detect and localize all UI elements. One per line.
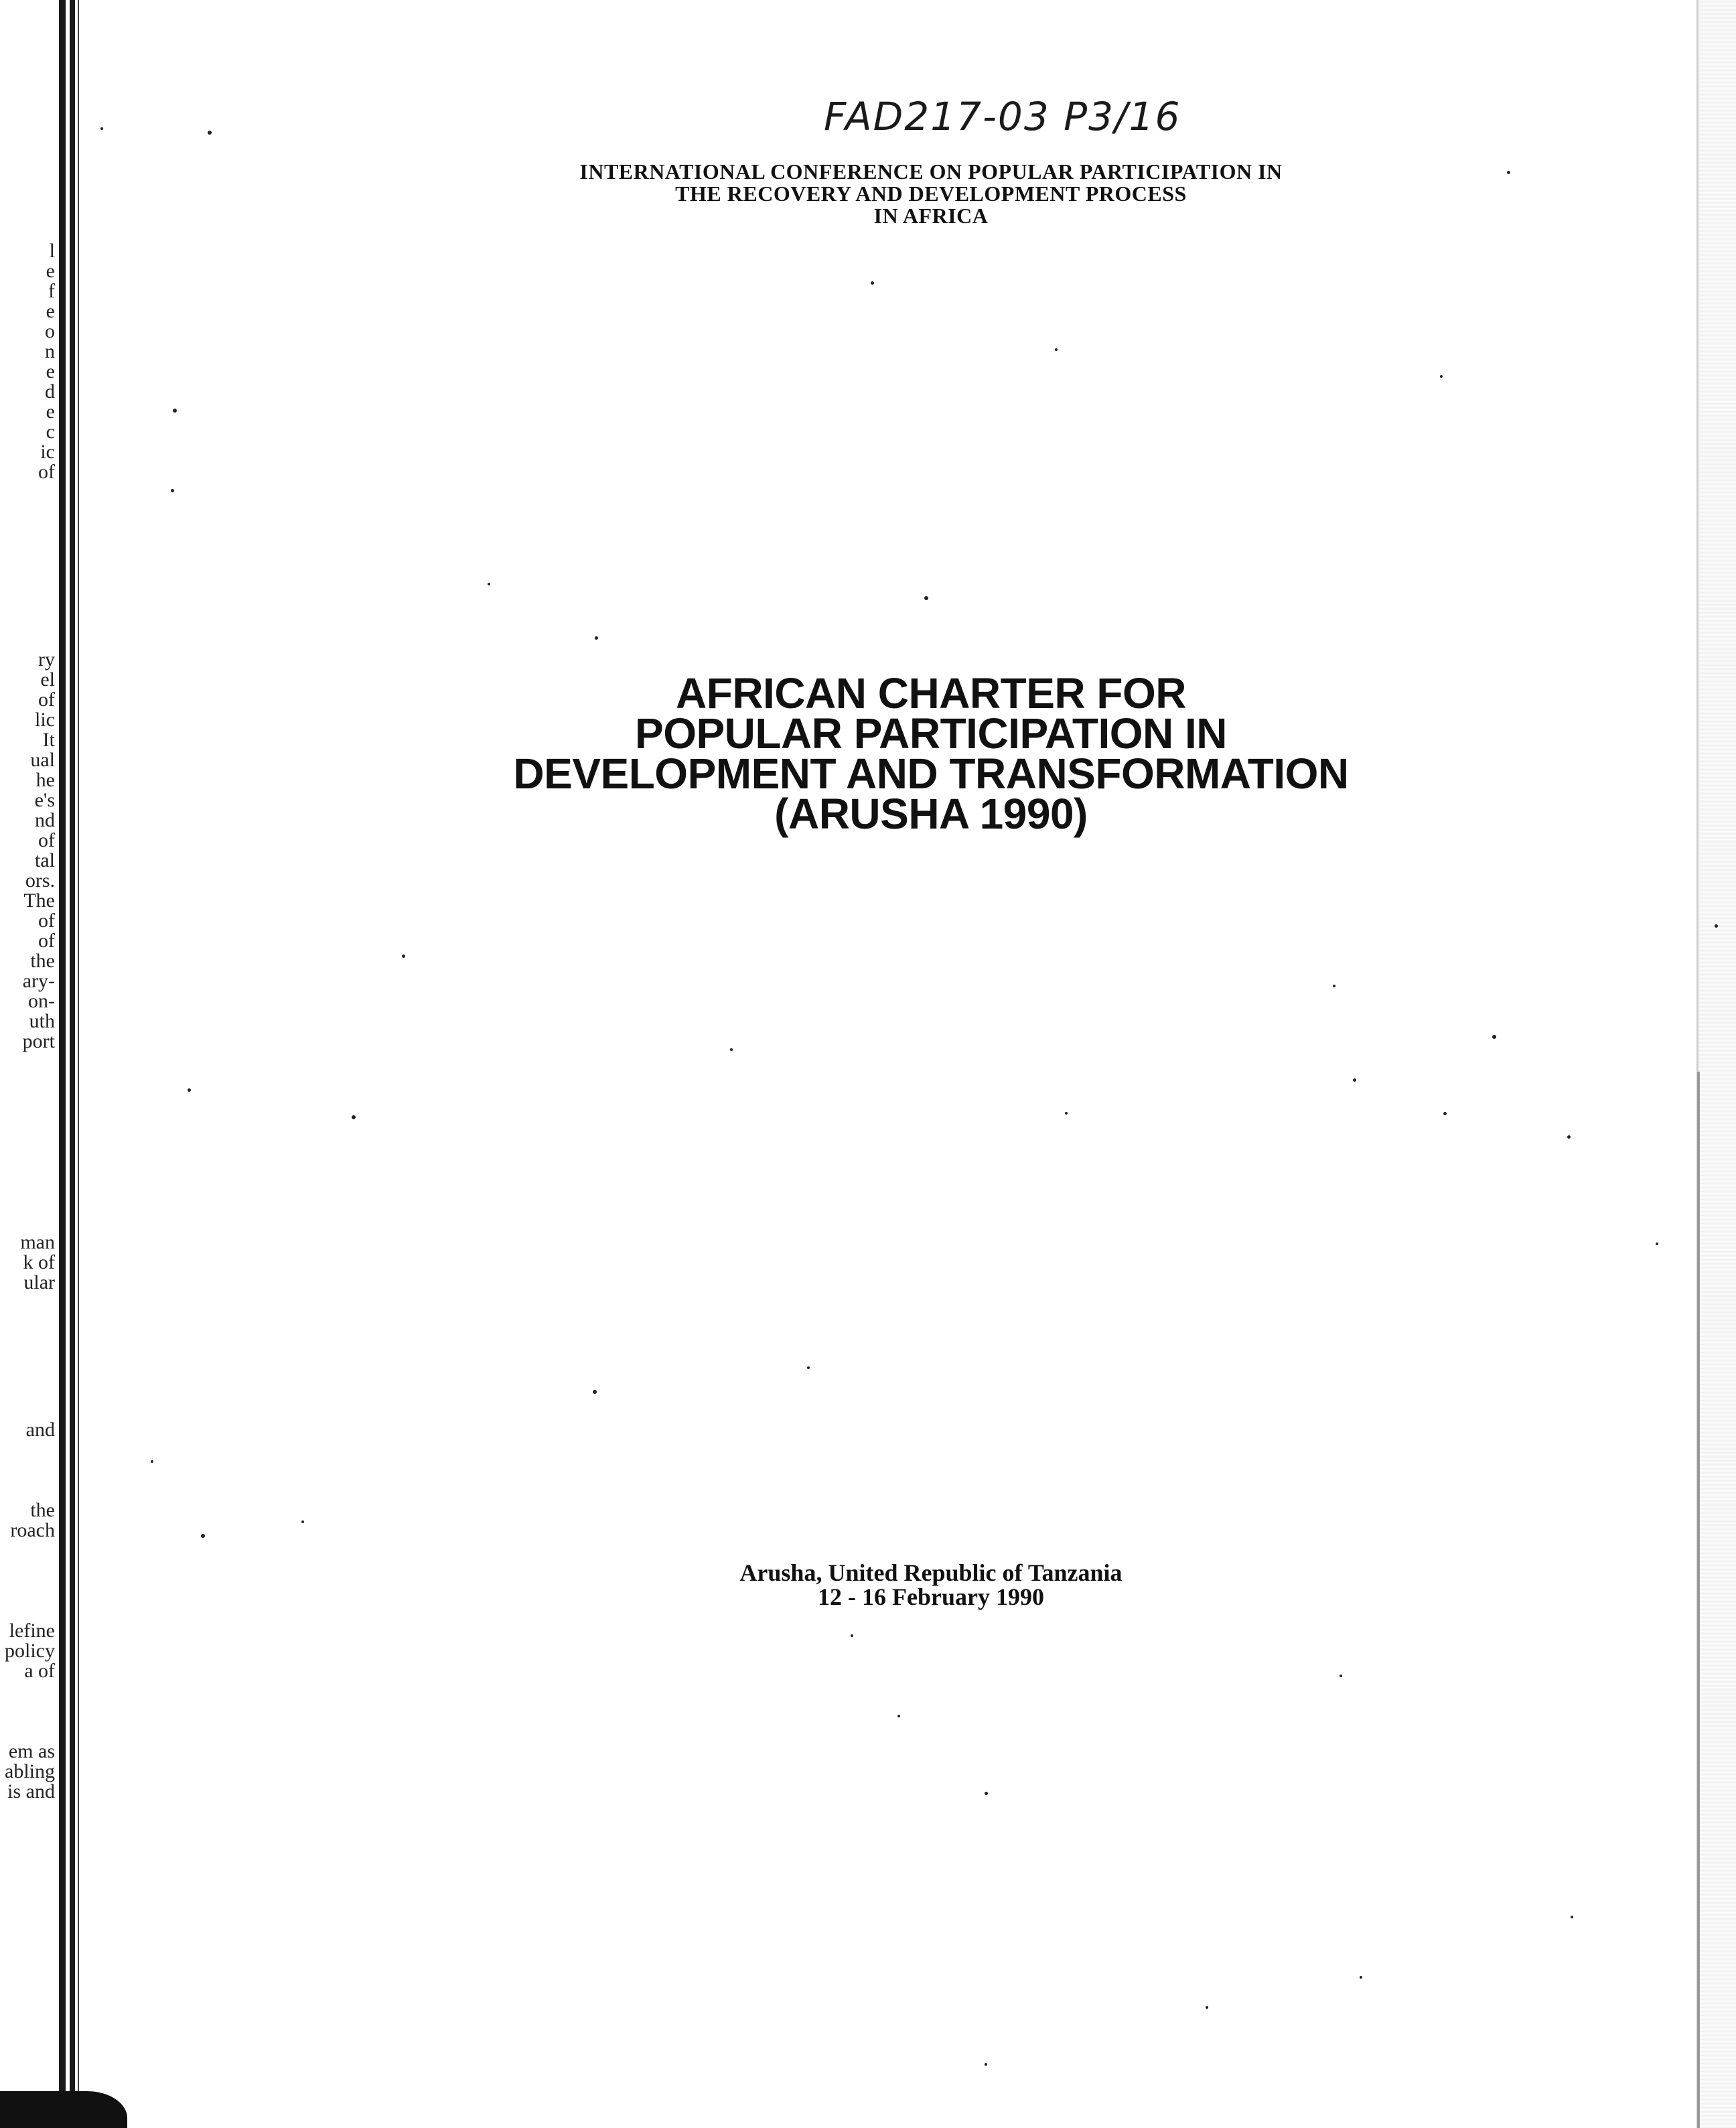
title-line: POPULAR PARTICIPATION IN [635, 709, 1227, 758]
adjacent-page-fragment: of [38, 930, 55, 952]
adjacent-page-fragment: f [48, 280, 55, 302]
binding-line [78, 0, 79, 2128]
adjacent-page-fragment: on- [28, 990, 55, 1012]
adjacent-page-fragment: of [38, 910, 55, 932]
binding-line [70, 0, 75, 2128]
adjacent-page-fragment: abling [5, 1760, 55, 1782]
adjacent-page-strip [0, 0, 79, 2128]
adjacent-page-fragment: e [46, 360, 55, 382]
adjacent-page-fragment: of [38, 461, 55, 483]
place-and-date [529, 1561, 1333, 1609]
handwritten-document-code: FAD217-03 P3/16 [824, 94, 1181, 139]
scan-speck [593, 1390, 597, 1394]
adjacent-page-fragment: of [38, 829, 55, 851]
adjacent-page-fragment: em as [8, 1740, 55, 1762]
scan-speck [151, 1460, 153, 1463]
adjacent-page-fragment: d [45, 380, 55, 403]
conference-header-line: THE RECOVERY AND DEVELOPMENT PROCESS [675, 182, 1187, 206]
adjacent-page-fragment: e [46, 260, 55, 282]
scan-speck [402, 954, 405, 958]
scan-speck [1360, 1976, 1362, 1979]
scan-speck [985, 1792, 988, 1795]
adjacent-page-fragment: he [35, 769, 55, 791]
scan-speck [985, 2063, 987, 2066]
adjacent-page-fragment: e's [34, 789, 55, 811]
scan-speck [595, 636, 598, 640]
adjacent-page-fragment: ors. [25, 869, 55, 892]
adjacent-page-fragment: k of [23, 1251, 55, 1273]
scan-speck [1333, 985, 1335, 987]
adjacent-page-fragment: ic [40, 441, 55, 463]
scan-speck [1440, 375, 1443, 378]
scan-speck [188, 1088, 191, 1092]
adjacent-page-fragment: lic [35, 709, 55, 731]
scan-speck [1443, 1112, 1447, 1115]
adjacent-page-fragment: The [23, 890, 55, 912]
scan-speck [1353, 1078, 1356, 1082]
adjacent-page-fragment: is and [7, 1780, 55, 1802]
scan-speck [1340, 1675, 1342, 1677]
binding-line [59, 0, 66, 2128]
adjacent-page-fragment: uth [29, 1010, 55, 1032]
adjacent-page-fragment: the [30, 950, 55, 972]
scan-speck [924, 596, 928, 600]
scan-speck [201, 1534, 205, 1538]
page-curl-shadow [0, 2091, 127, 2128]
scan-speck [1567, 1135, 1571, 1139]
adjacent-page-fragment: el [40, 668, 55, 691]
scan-speck [1656, 1243, 1658, 1245]
scan-speck [1065, 1112, 1068, 1115]
conference-date: 12 - 16 February 1990 [818, 1583, 1044, 1610]
adjacent-page-fragment: ular [23, 1271, 55, 1293]
conference-header-line: IN AFRICA [873, 204, 989, 228]
adjacent-page-fragment: a of [24, 1660, 55, 1682]
right-page-edge [1696, 0, 1736, 2128]
adjacent-page-fragment: the [30, 1499, 55, 1521]
scan-speck [1571, 1916, 1573, 1918]
scan-speck [1492, 1035, 1496, 1039]
conference-header [429, 161, 1433, 227]
scan-speck [173, 409, 177, 413]
adjacent-page-fragment: port [22, 1030, 55, 1052]
adjacent-page-fragment: of [38, 689, 55, 711]
adjacent-page-fragment: and [25, 1419, 55, 1441]
scan-speck [807, 1366, 810, 1369]
adjacent-page-fragment: l [49, 240, 55, 262]
right-page-edge-shadow [1697, 1072, 1700, 2128]
scan-speck [1715, 924, 1718, 928]
adjacent-page-fragment: lefine [9, 1620, 55, 1642]
adjacent-page-fragment: nd [35, 809, 55, 831]
scan-speck [208, 131, 212, 135]
adjacent-page-fragment: tal [35, 849, 55, 871]
scan-speck [301, 1520, 304, 1523]
adjacent-page-fragment: roach [10, 1519, 55, 1541]
adjacent-page-fragment: man [20, 1231, 55, 1253]
adjacent-page-fragment: e [46, 300, 55, 322]
conference-header-line: INTERNATIONAL CONFERENCE ON POPULAR PARTICIPATION IN [579, 159, 1283, 184]
title-line: AFRICAN CHARTER FOR [676, 669, 1186, 717]
scan-speck [897, 1715, 900, 1717]
adjacent-page-fragment: c [46, 421, 55, 443]
adjacent-page-fragment: It [42, 729, 55, 751]
title-line: (ARUSHA 1990) [774, 790, 1088, 838]
adjacent-page-fragment: ry [38, 648, 55, 670]
document-title [429, 669, 1433, 838]
scan-speck [100, 127, 103, 130]
scan-speck [1055, 348, 1058, 351]
scan-speck [871, 281, 874, 285]
scan-speck [1507, 171, 1510, 174]
adjacent-page-fragment: ary- [22, 970, 55, 992]
scan-speck [1206, 2006, 1208, 2009]
adjacent-page-fragment: ual [30, 749, 55, 771]
conference-place: Arusha, United Republic of Tanzania [739, 1559, 1123, 1586]
title-line: DEVELOPMENT AND TRANSFORMATION [513, 750, 1349, 798]
scan-speck [851, 1634, 853, 1637]
scan-speck [352, 1115, 356, 1119]
scan-speck [488, 583, 490, 585]
adjacent-page-fragment: e [46, 401, 55, 423]
scan-speck [171, 489, 174, 492]
scan-speck [730, 1048, 733, 1051]
adjacent-page-fragment: o [45, 320, 55, 342]
adjacent-page-fragment: policy [5, 1640, 55, 1662]
adjacent-page-fragment: n [45, 340, 55, 362]
